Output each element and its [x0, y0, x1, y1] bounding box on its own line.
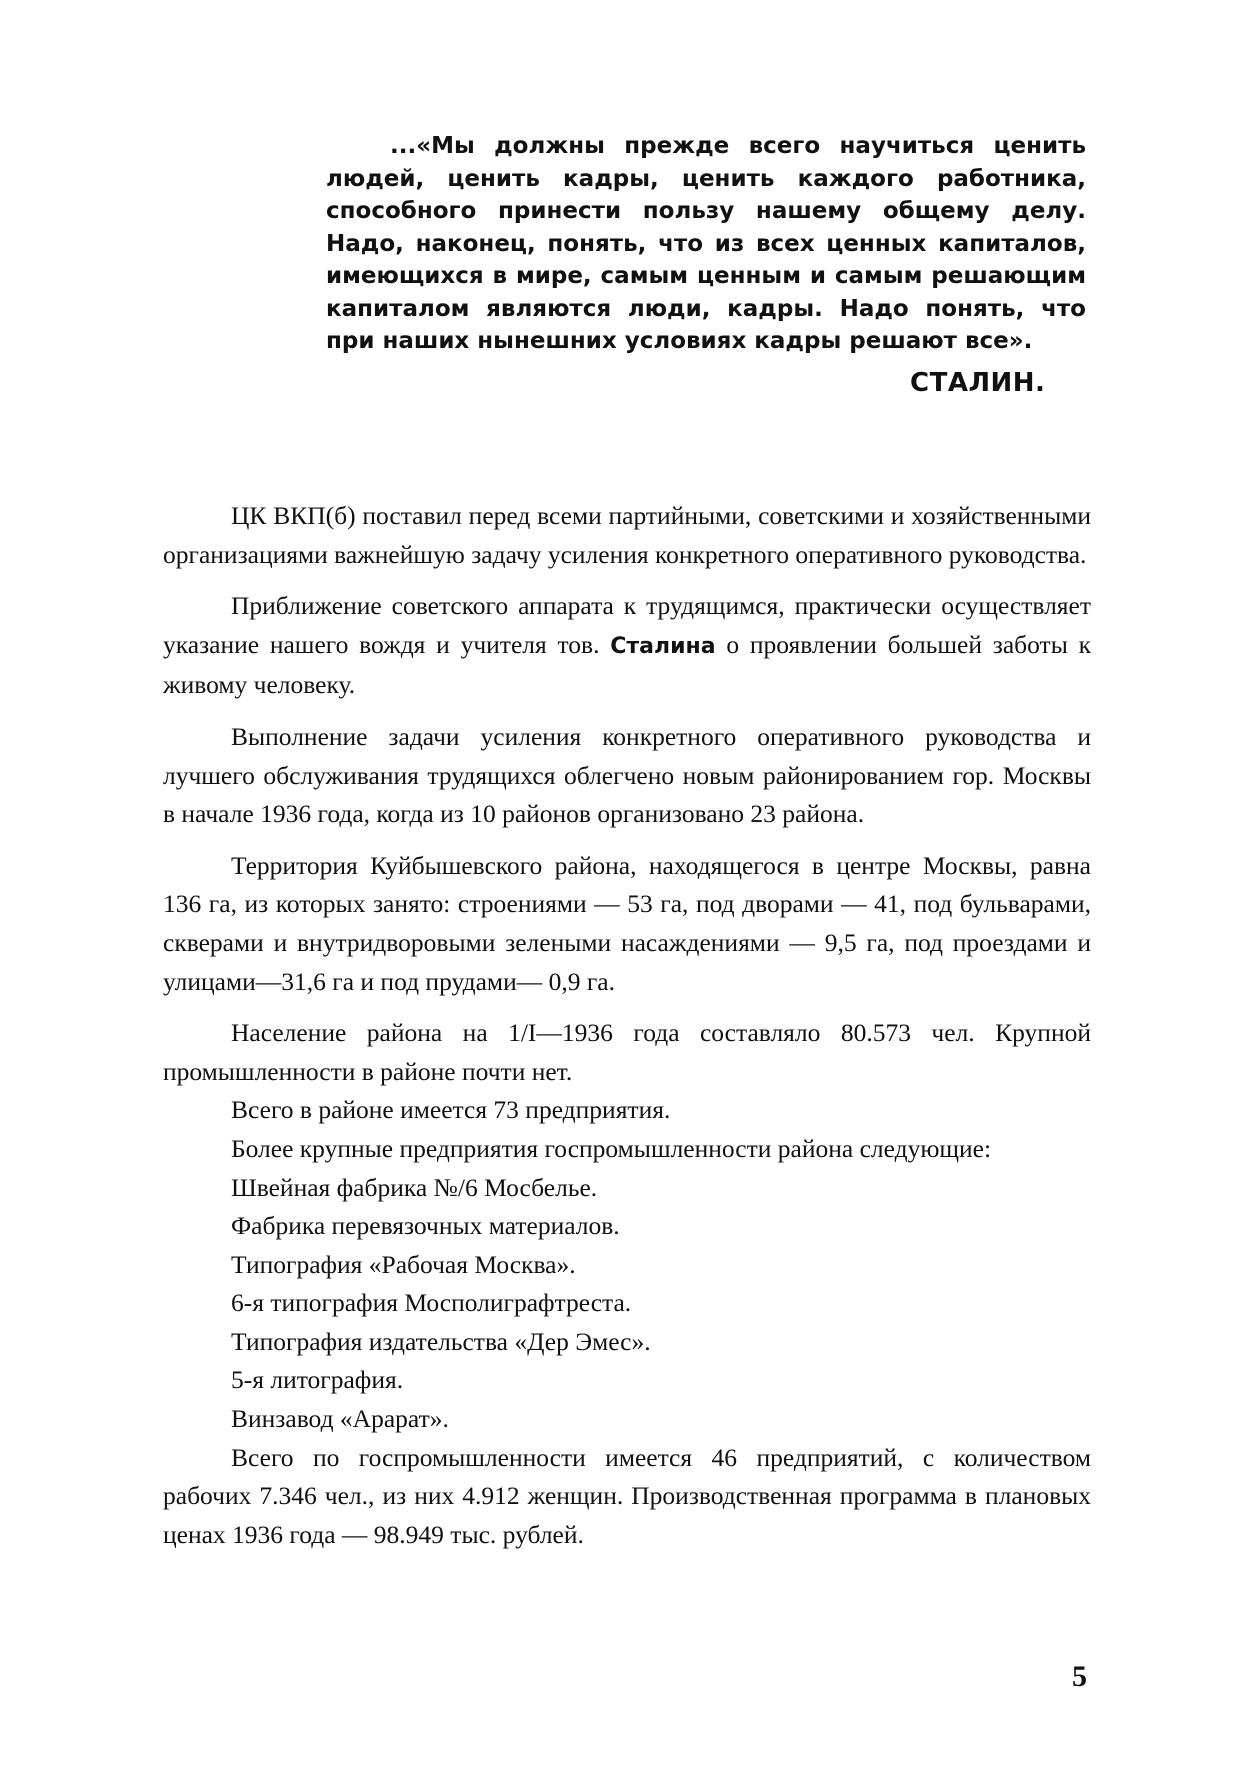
main-text [163, 497, 1091, 1554]
paragraph-6: Всего в районе имеется 73 предприятия. [231, 1095, 671, 1125]
paragraph-3: Выполнение задачи усиления конкретного оперативного руководства и лучшего обслуживания трудящихся облегчено новым районированием гор. Москвы в начале 1936 года, когда из 10 районов организовано 23 района. [163, 721, 1091, 829]
paragraph-2 [163, 587, 1091, 705]
enterprise-item: Швейная фабрика №/6 Мосбелье. [231, 1172, 598, 1202]
page-number: 5 [1072, 1660, 1087, 1693]
paragraph-2-name: Сталина [610, 633, 716, 659]
enterprise-item: 5-я литография. [231, 1365, 404, 1395]
paragraph-4: Территория Куйбышевского района, находящегося в центре Москвы, равна 136 га, из которых занято: строениями — 53 га, под дворами — 41, под бульварами, скверами и внутридворовыми зелеными насаждениями — 9,5 га, под проездами и улицами—31,6 га и под прудами— 0,9 га. [163, 850, 1091, 996]
enterprise-item: Винзавод «Арарат». [231, 1404, 449, 1434]
epigraph-quote [326, 130, 1086, 358]
paragraph-2-end: о проявлении большей заботы к живому человеку. [163, 629, 1091, 700]
enterprise-item: Фабрика перевязочных материалов. [231, 1211, 620, 1241]
epigraph-author: СТАЛИН. [910, 368, 1046, 398]
paragraph-8: Всего по госпромышленности имеется 46 предприятий, с количеством рабочих 7.346 чел., из них 4.912 женщин. Производственная программа в плановых ценах 1936 года — 98.949 тыс. рублей. [163, 1442, 1091, 1549]
enterprise-item: Типография издательства «Дер Эмес». [231, 1326, 651, 1356]
paragraph-7: Более крупные предприятия госпромышленности района следующие: [231, 1133, 992, 1163]
paragraph-5: Население района на 1/I—1936 года составляло 80.573 чел. Крупной промышленности в районе почти нет. [163, 1018, 1091, 1086]
paragraph-2-start: Приближение советского аппарата к трудящимся, практически осуществляет указание нашего вождя и учителя тов. [163, 591, 1091, 659]
epigraph-text: ...«Мы должны прежде всего научиться ценить людей, ценить кадры, ценить каждого работника, способного принести пользу нашему общему делу. Надо, наконец, понять, что из всех ценных капиталов, имеющихся в мире, самым ценным и самым решающим капиталом являются люди, кадры. Надо понять, что при наших нынешних условиях кадры решают все». [326, 133, 1086, 354]
enterprise-item: Типография «Рабочая Москва». [231, 1249, 576, 1279]
paragraph-1: ЦК ВКП(б) поставил перед всеми партийными, советскими и хозяйственными организациями важнейшую задачу усиления конкретного оперативного руководства. [163, 501, 1091, 569]
enterprise-item: 6-я типография Мосполиграфтреста. [231, 1288, 632, 1318]
